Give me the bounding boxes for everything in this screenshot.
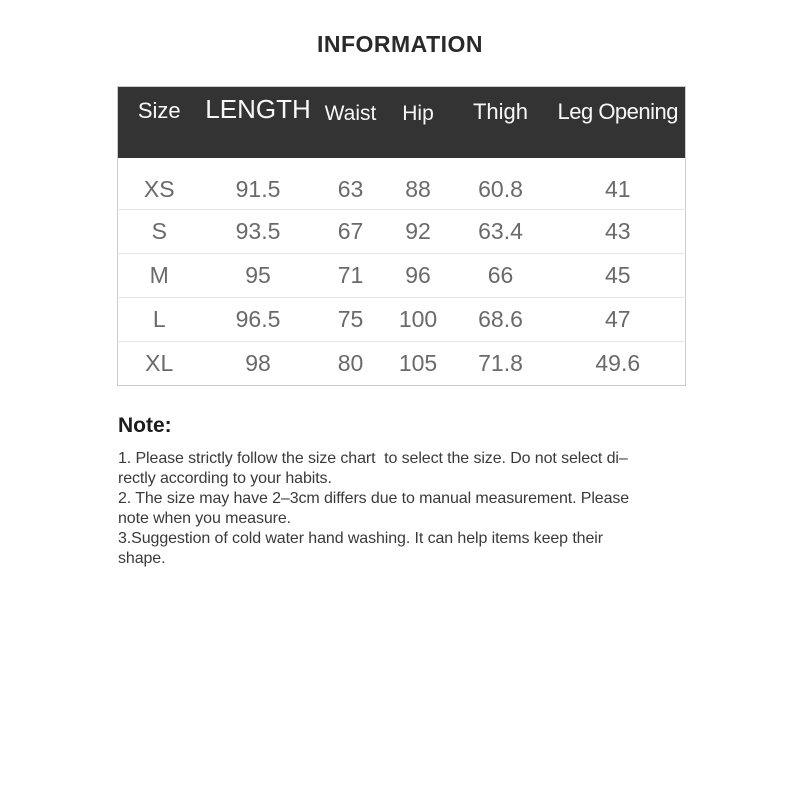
table-row-xs: [118, 158, 686, 210]
cell-size: XL: [118, 342, 201, 386]
cell-leg-opening: 43: [551, 210, 686, 254]
cell-leg-opening: 49.6: [551, 342, 686, 386]
cell-hip: 96: [386, 254, 451, 298]
cell-leg-opening: 41: [604, 176, 631, 203]
cell-length: 95: [201, 254, 316, 298]
cell-hip: 88: [405, 176, 431, 203]
cell-hip: 105: [386, 342, 451, 386]
table-row-s: [118, 210, 686, 254]
cell-leg-opening: 47: [551, 298, 686, 342]
cell-hip: 92: [386, 210, 451, 254]
cell-size: XS: [143, 176, 175, 203]
table-header-row: [118, 87, 686, 158]
column-header-thigh: Thigh: [472, 99, 529, 125]
cell-thigh: 60.8: [478, 176, 523, 203]
cell-length: 91.5: [235, 176, 281, 203]
cell-thigh: 66: [451, 254, 551, 298]
note-line-2: rectly according to your habits.: [118, 470, 332, 487]
table-row-xl: [118, 342, 686, 386]
note-line-4: note when you measure.: [118, 510, 292, 527]
cell-thigh: 71.8: [451, 342, 551, 386]
note-line-6: shape.: [118, 550, 166, 567]
note-line-1: 1. Please strictly follow the size chart to select the size. Do not select di–: [118, 450, 628, 467]
cell-waist: 75: [316, 298, 386, 342]
cell-size: L: [118, 298, 201, 342]
cell-waist: 67: [316, 210, 386, 254]
cell-waist: 63: [337, 176, 364, 203]
column-header-waist: Waist: [324, 102, 377, 126]
cell-hip: 100: [386, 298, 451, 342]
note-heading: Note:: [118, 414, 172, 437]
note-text: [118, 449, 629, 569]
cell-size: M: [118, 254, 201, 298]
column-header-hip: Hip: [402, 102, 434, 126]
cell-size: S: [118, 210, 201, 254]
cell-leg-opening: 45: [551, 254, 686, 298]
note-line-5: 3.Suggestion of cold water hand washing. It can help items keep their: [118, 530, 603, 547]
table-row-m: [118, 254, 686, 298]
cell-thigh: 63.4: [451, 210, 551, 254]
size-chart-table: [117, 86, 686, 386]
cell-length: 96.5: [201, 298, 316, 342]
column-header-length: LENGTH: [205, 93, 311, 124]
cell-waist: 80: [316, 342, 386, 386]
cell-waist: 71: [316, 254, 386, 298]
cell-length: 98: [201, 342, 316, 386]
page-title: INFORMATION: [316, 31, 484, 57]
cell-length: 93.5: [201, 210, 316, 254]
table-row-l: [118, 298, 686, 342]
column-header-size: Size: [137, 98, 181, 124]
note-line-3: 2. The size may have 2–3cm differs due to manual measurement. Please: [118, 490, 630, 507]
cell-thigh: 68.6: [451, 298, 551, 342]
column-header-leg-opening: Leg Opening: [557, 99, 678, 125]
